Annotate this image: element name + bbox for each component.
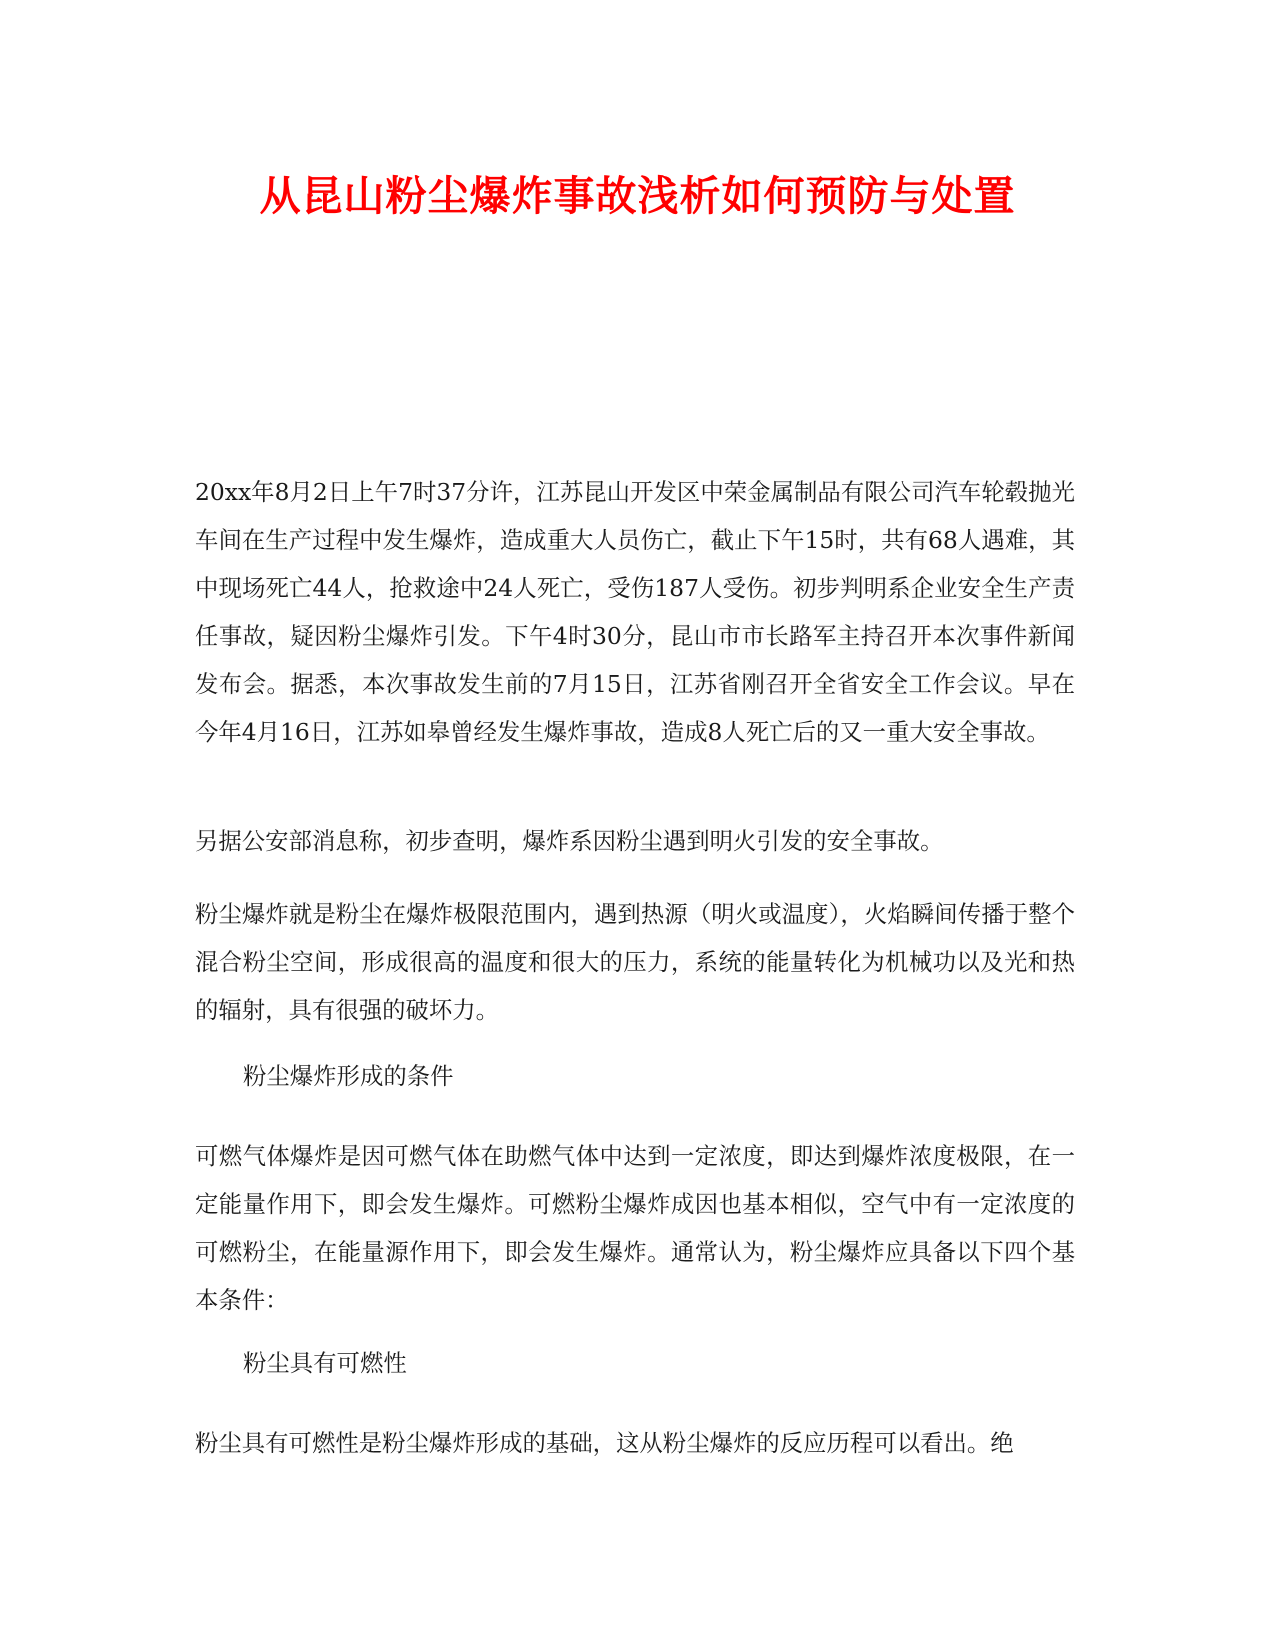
paragraph-accident-summary: 20xx年8月2日上午7时37分许，江苏昆山开发区中荣金属制品有限公司汽车轮毂抛光车间在生产过程中发生爆炸，造成重大人员伤亡，截止下午15时，共有68人遇难，其中现场死亡44人，抢救途中24人死亡，受伤187人受伤。初步判明系企业安全生产责任事故，疑因粉尘爆炸引发。下午4时30分，昆山市市长路军主持召开本次事件新闻发布会。据悉，本次事故发生前的7月15日，江苏省刚召开全省安全工作会议。早在今年4月16日，江苏如皋曾经发生爆炸事故，造成8人死亡后的又一重大安全事故。 — [195, 478, 1075, 746]
paragraph-explosion-conditions: 可燃气体爆炸是因可燃气体在助燃气体中达到一定浓度，即达到爆炸浓度极限，在一定能量作用下，即会发生爆炸。可燃粉尘爆炸成因也基本相似，空气中有一定浓度的可燃粉尘，在能量源作用下，即会发生爆炸。通常认为，粉尘爆炸应具备以下四个基本条件： — [195, 1142, 1075, 1314]
paragraph-police-finding: 另据公安部消息称，初步查明，爆炸系因粉尘遇到明火引发的安全事故。 — [195, 827, 944, 855]
section-heading-conditions: 粉尘爆炸形成的条件 — [243, 1062, 454, 1090]
paragraph-dust-explosion-definition: 粉尘爆炸就是粉尘在爆炸极限范围内，遇到热源（明火或温度），火焰瞬间传播于整个混合粉尘空间，形成很高的温度和很大的压力，系统的能量转化为机械功以及光和热的辐射，具有很强的破坏力。 — [195, 900, 1075, 1024]
document-title: 从昆山粉尘爆炸事故浅析如何预防与处置 — [259, 172, 1016, 220]
paragraph-combustibility: 粉尘具有可燃性是粉尘爆炸形成的基础，这从粉尘爆炸的反应历程可以看出。绝 — [195, 1429, 1014, 1457]
section-heading-combustibility: 粉尘具有可燃性 — [243, 1349, 407, 1377]
